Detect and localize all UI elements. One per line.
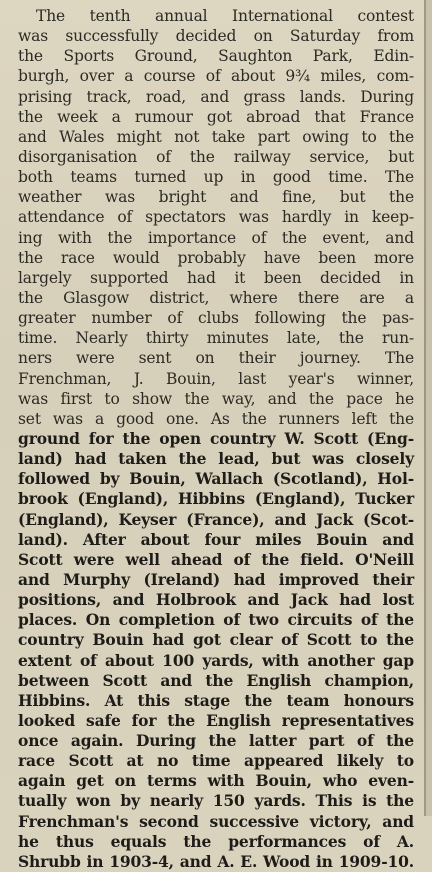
article-line: positions, and Holbrook and Jack had lost — [18, 590, 414, 610]
article-line: again get on terms with Bouin, who even- — [18, 771, 414, 791]
article-line: disorganisation of the railway service, but — [18, 147, 414, 166]
article-line: The tenth annual International contest — [36, 7, 414, 25]
article-line: looked safe for the English representatives — [18, 710, 414, 730]
article-line: land) had taken the lead, but was closely — [18, 449, 414, 469]
article-body — [18, 6, 414, 872]
article-line: was first to show the way, and the pace he — [18, 389, 414, 408]
article-line: and Wales might not take part owing to the — [18, 127, 414, 146]
article-line: was successfully decided on Saturday from — [18, 27, 414, 46]
article-line: places. On completion of two circuits of the — [18, 610, 414, 630]
article-line: greater number of clubs following the pas- — [18, 309, 414, 328]
article-line: prising track, road, and grass lands. During — [18, 87, 414, 106]
article-line: ners were sent on their journey. The — [18, 349, 414, 368]
article-line: Hibbins. At this stage the team honours — [18, 690, 414, 710]
article-line: Shrubb in 1903-4, and A. E. Wood in 1909-10. — [18, 851, 414, 871]
article-line: burgh, over a course of about 9¾ miles, com- — [18, 67, 414, 86]
article-line: he thus equals the performances of A. — [18, 831, 414, 851]
article-line: country Bouin had got clear of Scott to the — [18, 630, 414, 650]
article-line: and Murphy (Ireland) had improved their — [18, 569, 414, 589]
article-line: Frenchman's second successive victory, and — [18, 811, 414, 831]
article-line: the race would probably have been more — [18, 248, 414, 267]
article-line: tually won by nearly 150 yards. This is the — [18, 791, 414, 811]
article-line: ing with the importance of the event, and — [18, 228, 414, 247]
article-line: race Scott at no time appeared likely to — [18, 751, 414, 771]
article-line: Frenchman, J. Bouin, last year's winner, — [18, 369, 414, 388]
article-line: attendance of spectators was hardly in keep- — [18, 208, 414, 227]
article-line: land). After about four miles Bouin and — [18, 529, 414, 549]
article-line: (England), Keyser (France), and Jack (Scot- — [18, 509, 414, 529]
article-line: Scott were well ahead of the field. O'Neill — [18, 549, 414, 569]
article-line: set was a good one. As the runners left the — [18, 409, 414, 428]
article-line: ground for the open country W. Scott (Eng- — [18, 428, 414, 448]
article-line: the Glasgow district, where there are a — [18, 288, 414, 307]
article-line: the week a rumour got abroad that France — [18, 107, 414, 126]
article-line: time. Nearly thirty minutes late, the run- — [18, 329, 414, 348]
article-line: followed by Bouin, Wallach (Scotland), Hol- — [18, 469, 414, 489]
column-edge — [426, 0, 432, 816]
article-line: extent of about 100 yards, with another gap — [18, 650, 414, 670]
article-line: the Sports Ground, Saughton Park, Edin- — [18, 47, 414, 66]
article-line: weather was bright and fine, but the — [18, 188, 414, 207]
article-line: both teams turned up in good time. The — [18, 168, 414, 187]
article-line: between Scott and the English champion, — [18, 670, 414, 690]
article-line: once again. During the latter part of the — [18, 731, 414, 751]
article-line: brook (England), Hibbins (England), Tucker — [18, 489, 414, 509]
article-line: largely supported had it been decided in — [18, 268, 414, 287]
